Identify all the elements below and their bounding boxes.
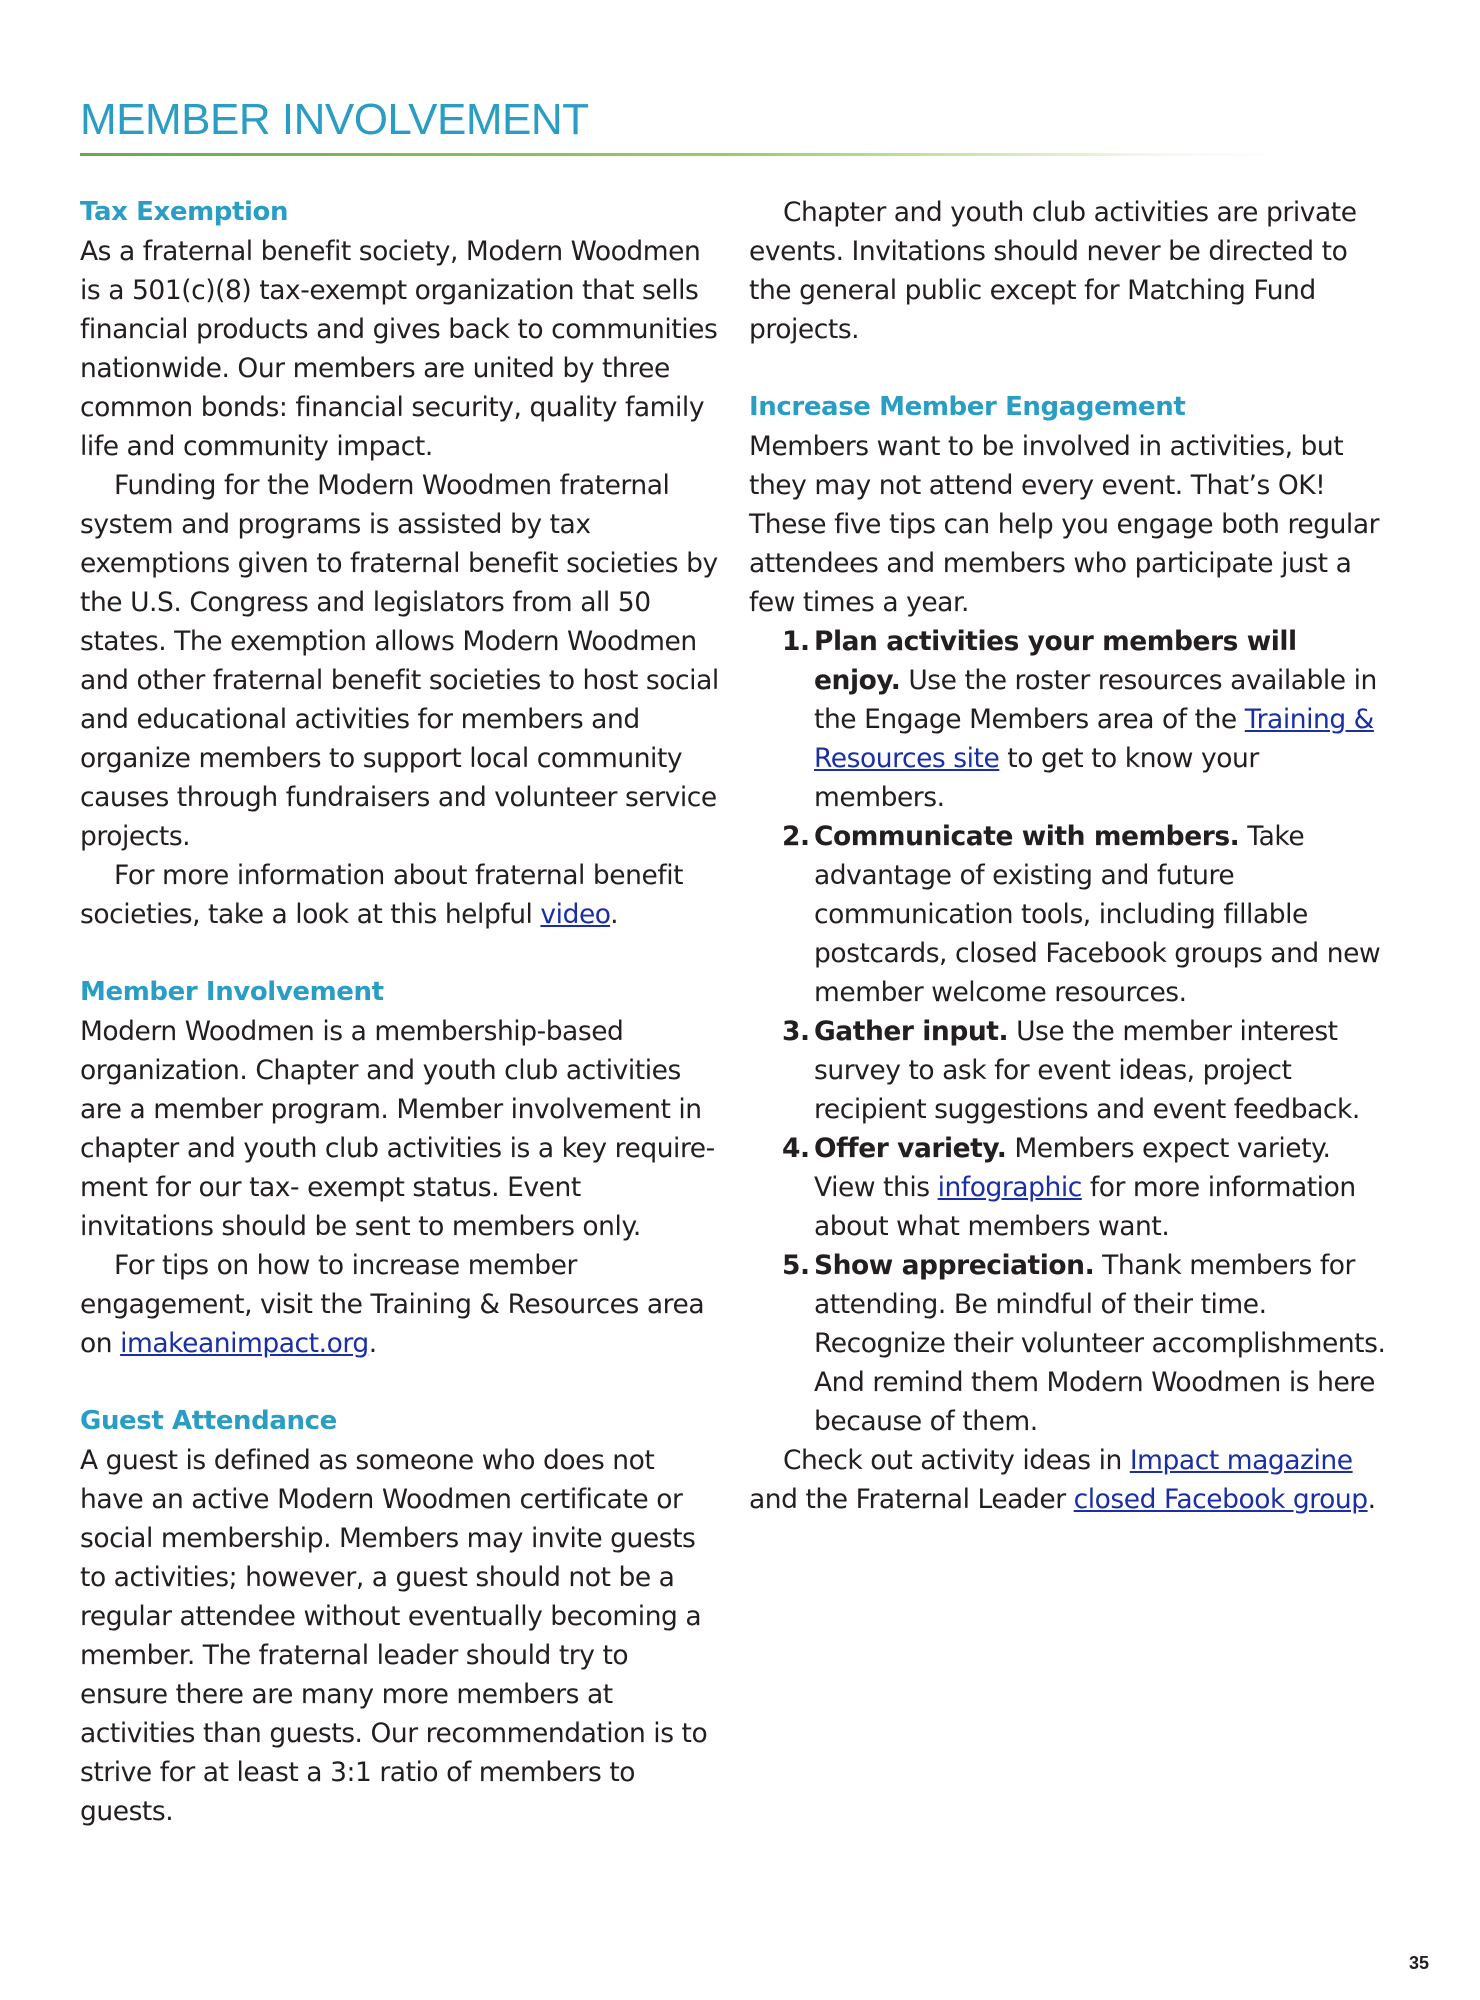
video-link[interactable]: video [540, 899, 611, 930]
closing-text-end: . [1367, 1484, 1376, 1515]
tax-exemption-p3-end: . [610, 899, 619, 930]
tip-item-2 [749, 817, 1389, 1012]
increase-engagement-heading: Increase Member Engagement [749, 392, 1186, 422]
tip-text: Use the member interest survey to ask for event ideas, project recipient suggestions and event feedback. [814, 1016, 1360, 1125]
tip-number: 3. [782, 1016, 810, 1047]
training-resources-link[interactable]: Training & Resources site [814, 704, 1374, 774]
member-involvement-p2-text: For tips on how to increase member engagement, visit the Training & Resources area on [80, 1250, 705, 1359]
tip-item-1 [749, 622, 1389, 817]
tax-exemption-paragraph-2: Funding for the Modern Woodmen fraternal system and programs is assisted by tax exemptions given to fraternal benefit societies by the U.S. Congress and legislators from all 50 states. The exemption allows Modern Woodmen and other fraternal benefit societies to host social and educational activities for members and organize members to support local community causes through fundraisers and volunteer service projects. [80, 470, 719, 852]
tip-title: Plan activities your members will enjoy. [814, 626, 1297, 696]
tip-text-end: to get to know your members. [814, 743, 1259, 813]
tax-exemption-heading: Tax Exemption [80, 197, 289, 227]
tip-item-5 [749, 1246, 1389, 1441]
tip-item-3 [749, 1012, 1389, 1129]
tip-text-end: for more information about what members want. [814, 1172, 1356, 1242]
member-involvement-p2-end: . [368, 1328, 377, 1359]
closing-text: Check out activity ideas in [783, 1445, 1130, 1476]
member-involvement-paragraph-2 [80, 1246, 720, 1363]
tip-text: Take advantage of existing and future communication tools, including fillable postcards, closed Facebook groups and new member welcome resources. [814, 821, 1381, 1008]
section-spacer [80, 1363, 720, 1402]
increase-engagement-intro: Members want to be involved in activities, but they may not attend every event. That’s OK! These five tips can help you engage both regular attendees and members who participate just a few times a year. [749, 431, 1380, 618]
imakeanimpact-link[interactable]: imakeanimpact.org [120, 1328, 369, 1359]
member-involvement-paragraph-1: Modern Woodmen is a membership-based organization. Chapter and youth club activities are a member program. Member involvement in chapter and youth club activities is a key require-ment for our tax- exempt status. Event invitations should be sent to members only. [80, 1016, 715, 1242]
closing-paragraph [749, 1441, 1389, 1519]
tip-text: Members expect variety. View this [814, 1133, 1331, 1203]
impact-magazine-link[interactable]: Impact magazine [1129, 1445, 1353, 1476]
tip-number: 1. [782, 626, 810, 657]
infographic-link[interactable]: infographic [937, 1172, 1082, 1203]
left-column [80, 193, 720, 1831]
tip-number: 5. [782, 1250, 810, 1281]
tip-number: 2. [782, 821, 810, 852]
section-spacer [749, 349, 1389, 388]
tip-title: Gather input. [814, 1016, 1009, 1047]
tip-title: Communicate with members. [814, 821, 1240, 852]
tip-text: Thank members for attending. Be mindful of their time. Recognize their volunteer accomplishments. And remind them Modern Woodmen is here because of them. [814, 1250, 1386, 1437]
tip-item-4 [749, 1129, 1389, 1246]
page-number: 35 [1409, 1953, 1430, 1973]
facebook-group-link[interactable]: closed Facebook group [1073, 1484, 1368, 1515]
guest-attendance-heading: Guest Attendance [80, 1406, 337, 1436]
tax-exemption-paragraph-3 [80, 856, 720, 934]
tip-title: Show appreciation. [814, 1250, 1095, 1281]
right-column [749, 193, 1389, 1519]
guest-attendance-paragraph-1: A guest is defined as someone who does not have an active Modern Woodmen certificate or social membership. Members may invite guests to activities; however, a guest should not be a regular attendee without eventually becoming a member. The fraternal leader should try to ensure there are many more members at activities than guests. Our recommendation is to strive for at least a 3:1 ratio of members to guests. [80, 1445, 708, 1827]
member-involvement-heading: Member Involvement [80, 977, 384, 1007]
tip-title: Offer variety. [814, 1133, 1007, 1164]
tip-number: 4. [782, 1133, 810, 1164]
engagement-tips-list [749, 622, 1389, 1441]
title-divider [80, 153, 1280, 156]
guest-attendance-paragraph-2: Chapter and youth club activities are private events. Invitations should never be directed to the general public except for Matching Fund projects. [749, 197, 1357, 345]
tip-text: Use the roster resources available in the Engage Members area of the [814, 665, 1377, 735]
section-spacer [80, 934, 720, 973]
tax-exemption-paragraph-1: As a fraternal benefit society, Modern Woodmen is a 501(c)(8) tax-exempt organization that sells financial products and gives back to communities nationwide. Our members are united by three common bonds: financial security, quality family life and community impact. [80, 236, 718, 462]
closing-text-middle: and the Fraternal Leader [749, 1484, 1074, 1515]
page-title: MEMBER INVOLVEMENT [80, 95, 589, 144]
tax-exemption-p3-text: For more information about fraternal benefit societies, take a look at this helpful [80, 860, 684, 930]
